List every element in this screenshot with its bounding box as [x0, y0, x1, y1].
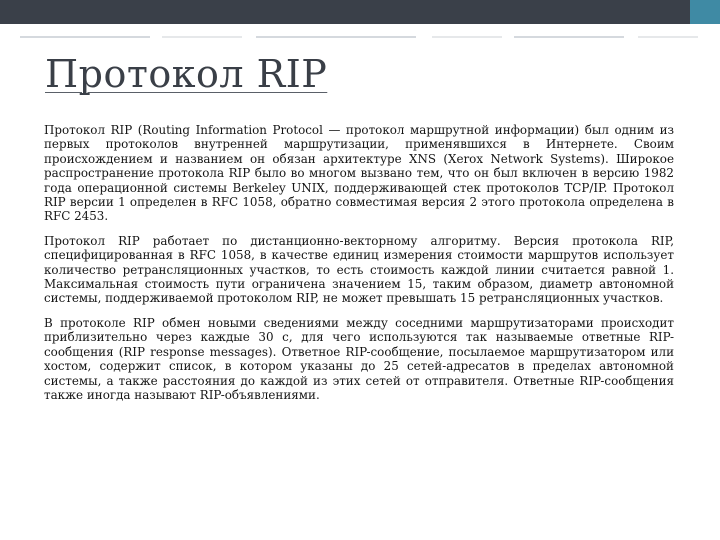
- divider-segment: [162, 36, 242, 38]
- divider-segment: [256, 36, 416, 38]
- header-accent-block: [690, 0, 720, 24]
- slide-title: Протокол RIP: [45, 52, 328, 96]
- divider-segment: [638, 36, 698, 38]
- body-paragraph-1: Протокол RIP (Routing Information Protocol — протокол маршрутной информации) был одним из первых протоколов внутренней маршрутизации, применявшихся в Интернете. Своим происхождением и названием он обязан архитектуре XNS (Xerox Network Systems). Широкое распространение протокола RIP было во многом вызвано тем, что он был включен в версию 1982 года операционной системы Berkeley UNIX, поддерживающей стек протоколов TCP/IP. Протокол RIP версии 1 определен в RFC 1058, обратно совместимая версия 2 этого протокола определена в RFC 2453.: [44, 123, 674, 224]
- header-dark-band: [0, 0, 690, 24]
- divider-segment: [514, 36, 624, 38]
- slide-body: [44, 123, 674, 412]
- body-paragraph-3: В протоколе RIP обмен новыми сведениями между соседними маршрутизаторами происходит приблизительно через каждые 30 с, для чего используются так называемые ответные RIP-сообщения (RIP response messages). Ответное RIP-сообщение, посылаемое маршрутизатором или хостом, содержит список, в котором указаны до 25 сетей-адресатов в пределах автономной системы, а также расстояния до каждой из этих сетей от отправителя. Ответные RIP-сообщения также иногда называют RIP-объявлениями.: [44, 315, 674, 402]
- divider-segment: [20, 36, 150, 38]
- body-paragraph-2: Протокол RIP работает по дистанционно-векторному алгоритму. Версия протокола RIP, специфицированная в RFC 1058, в качестве единиц измерения стоимости маршрутов использует количество ретрансляционных участков, то есть стоимость каждой линии считается равной 1. Максимальная стоимость пути ограничена значением 15, таким образом, диаметр автономной системы, поддерживаемой протоколом RIP, не может превышать 15 ретрансляционных участков.: [44, 233, 674, 306]
- decorative-divider: [0, 28, 720, 38]
- divider-segment: [432, 36, 502, 38]
- top-header-bar: [0, 0, 720, 28]
